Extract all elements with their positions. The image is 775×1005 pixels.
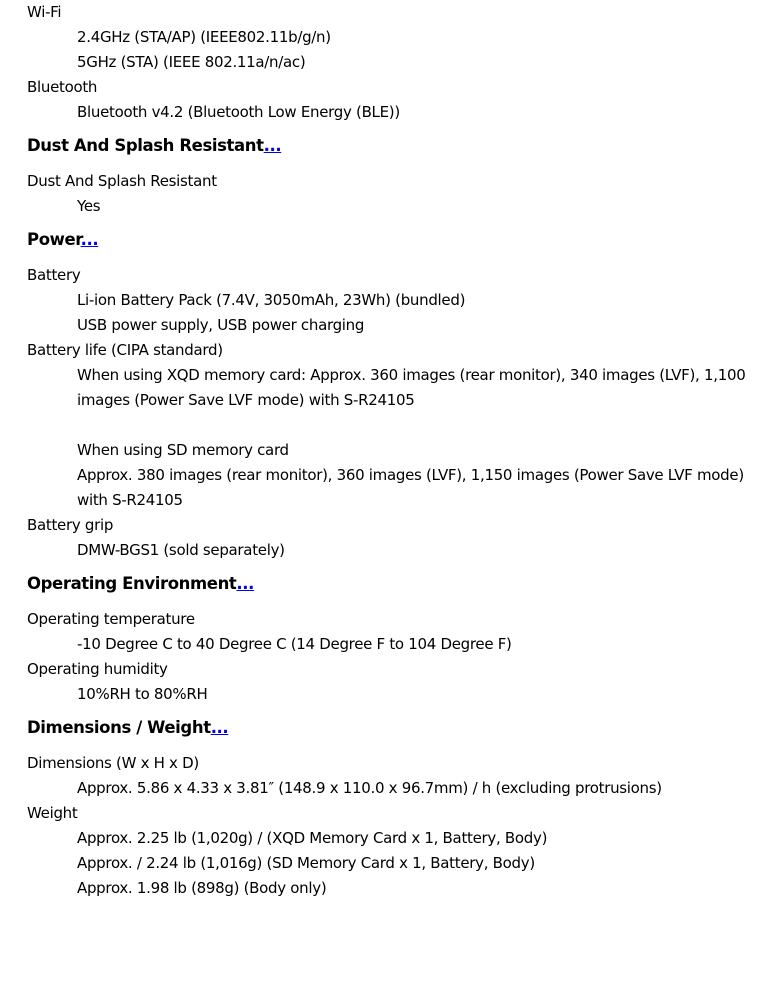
weight-xqd-value: Approx. 2.25 lb (1,020g) / (XQD Memory Card x 1, Battery, Body): [77, 829, 548, 847]
environment-more-link[interactable]: ...: [236, 574, 255, 593]
section-title-environment-text: Operating Environment: [27, 574, 237, 593]
section-title-power: [27, 227, 765, 252]
operating-humidity-term: Operating humidity: [27, 660, 168, 678]
blank-line: [27, 413, 765, 438]
operating-temperature-value: -10 Degree C to 40 Degree C (14 Degree F to 104 Degree F): [77, 635, 512, 653]
battery-grip-term: Battery grip: [27, 516, 114, 534]
bluetooth-value: Bluetooth v4.2 (Bluetooth Low Energy (BLE)): [77, 103, 400, 121]
weight-sd-value: Approx. / 2.24 lb (1,016g) (SD Memory Card x 1, Battery, Body): [77, 854, 535, 872]
operating-temperature-term: Operating temperature: [27, 610, 195, 628]
weight-term: Weight: [27, 804, 78, 822]
wireless-spec-list: [27, 0, 765, 125]
wifi-24ghz-value: 2.4GHz (STA/AP) (IEEE802.11b/g/n): [77, 28, 331, 46]
section-title-power-text: Power: [27, 230, 81, 249]
section-title-environment: [27, 571, 765, 596]
dust-more-link[interactable]: ...: [263, 136, 282, 155]
section-title-dimensions-text: Dimensions / Weight: [27, 718, 211, 737]
section-title-dimensions: [27, 715, 765, 740]
battery-term: Battery: [27, 266, 81, 284]
section-title-dust: [27, 133, 765, 158]
operating-humidity-value: 10%RH to 80%RH: [77, 685, 208, 703]
dust-term: Dust And Splash Resistant: [27, 172, 217, 190]
battery-life-term: Battery life (CIPA standard): [27, 341, 223, 359]
battery-pack-value: Li-ion Battery Pack (7.4V, 3050mAh, 23Wh) (bundled): [77, 291, 466, 309]
dimensions-term: Dimensions (W x H x D): [27, 754, 199, 772]
battery-life-sd-value: Approx. 380 images (rear monitor), 360 images (LVF), 1,150 images (Power Save LVF mode) with S-R24105: [77, 466, 744, 509]
dust-value: Yes: [77, 197, 101, 215]
wifi-term: Wi-Fi: [27, 3, 62, 21]
weight-body-value: Approx. 1.98 lb (898g) (Body only): [77, 879, 327, 897]
bluetooth-term: Bluetooth: [27, 78, 98, 96]
section-title-dust-text: Dust And Splash Resistant: [27, 136, 264, 155]
battery-life-xqd-value: When using XQD memory card: Approx. 360 images (rear monitor), 340 images (LVF), 1,100 images (Power Save LVF mode) with S-R24105: [77, 366, 746, 409]
dimensions-value: Approx. 5.86 x 4.33 x 3.81″ (148.9 x 110.0 x 96.7mm) / h (excluding protrusions): [77, 779, 662, 797]
battery-grip-value: DMW-BGS1 (sold separately): [77, 541, 285, 559]
battery-usb-value: USB power supply, USB power charging: [77, 316, 365, 334]
battery-life-sd-heading: When using SD memory card: [77, 441, 289, 459]
dimensions-more-link[interactable]: ...: [210, 718, 229, 737]
wifi-5ghz-value: 5GHz (STA) (IEEE 802.11a/n/ac): [77, 53, 306, 71]
power-more-link[interactable]: ...: [80, 230, 99, 249]
